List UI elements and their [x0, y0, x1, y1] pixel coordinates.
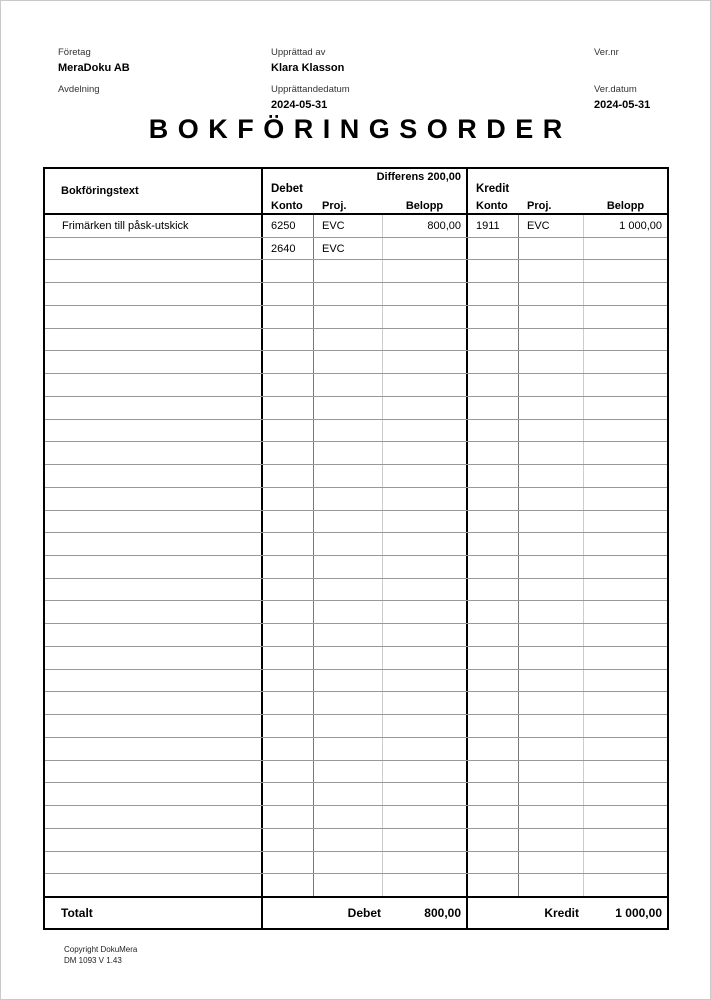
cell-bokforingstext: [45, 874, 263, 896]
cell-kredit-proj: [519, 283, 584, 305]
cell-debet-konto: 6250: [263, 215, 314, 237]
cell-kredit-konto: [468, 420, 519, 442]
cell-kredit-proj: [519, 420, 584, 442]
company-value: MeraDoku AB: [58, 62, 130, 74]
cell-debet-belopp: [383, 329, 468, 351]
cell-kredit-proj: [519, 488, 584, 510]
department-label: Avdelning: [58, 84, 100, 95]
cell-debet-belopp: [383, 374, 468, 396]
cell-bokforingstext: [45, 420, 263, 442]
cell-kredit-belopp: [584, 692, 667, 714]
cell-kredit-konto: [468, 579, 519, 601]
cell-debet-konto: [263, 852, 314, 874]
cell-debet-belopp: [383, 351, 468, 373]
table-row: [45, 715, 667, 738]
cell-debet-belopp: [383, 670, 468, 692]
cell-kredit-belopp: [584, 670, 667, 692]
cell-kredit-belopp: [584, 783, 667, 805]
cell-debet-konto: [263, 260, 314, 282]
cell-debet-belopp: [383, 761, 468, 783]
cell-debet-konto: [263, 829, 314, 851]
cell-debet-konto: [263, 601, 314, 623]
cell-kredit-konto: [468, 761, 519, 783]
cell-debet-belopp: [383, 556, 468, 578]
cell-kredit-proj: [519, 329, 584, 351]
cell-debet-proj: [314, 260, 383, 282]
cell-kredit-belopp: [584, 715, 667, 737]
cell-debet-belopp: [383, 806, 468, 828]
cell-debet-belopp: [383, 601, 468, 623]
cell-debet-belopp: [383, 260, 468, 282]
cell-kredit-proj: [519, 579, 584, 601]
cell-debet-proj: [314, 738, 383, 760]
cell-kredit-proj: [519, 670, 584, 692]
cell-kredit-proj: [519, 397, 584, 419]
debet-belopp-header: Belopp: [405, 200, 444, 212]
cell-kredit-belopp: [584, 533, 667, 555]
cell-kredit-proj: [519, 556, 584, 578]
cell-kredit-belopp: [584, 420, 667, 442]
document-footer: [64, 945, 137, 967]
cell-bokforingstext: [45, 397, 263, 419]
cell-bokforingstext: [45, 783, 263, 805]
cell-debet-belopp: [383, 738, 468, 760]
cell-debet-proj: [314, 647, 383, 669]
cell-debet-konto: [263, 374, 314, 396]
prepared-date-label: Upprättandedatum: [271, 84, 350, 95]
header-section-debet: [263, 169, 468, 213]
cell-debet-proj: [314, 783, 383, 805]
kredit-proj-header: Proj.: [527, 200, 552, 212]
cell-kredit-proj: [519, 783, 584, 805]
cell-kredit-proj: [519, 692, 584, 714]
cell-kredit-proj: [519, 647, 584, 669]
prepared-by-value: Klara Klasson: [271, 62, 345, 74]
cell-kredit-konto: [468, 488, 519, 510]
cell-debet-konto: [263, 670, 314, 692]
table-row: [45, 761, 667, 784]
cell-bokforingstext: [45, 374, 263, 396]
table-row: [45, 329, 667, 352]
kredit-subheaders: [468, 200, 667, 212]
cell-debet-proj: [314, 306, 383, 328]
cell-kredit-belopp: [584, 829, 667, 851]
totals-debet-section: [263, 898, 468, 928]
cell-kredit-belopp: [584, 647, 667, 669]
cell-bokforingstext: [45, 852, 263, 874]
cell-kredit-belopp: [584, 579, 667, 601]
cell-debet-belopp: 800,00: [383, 215, 468, 237]
cell-bokforingstext: [45, 511, 263, 533]
table-row: [45, 556, 667, 579]
cell-debet-konto: [263, 351, 314, 373]
cell-kredit-konto: [468, 852, 519, 874]
cell-kredit-konto: [468, 783, 519, 805]
cell-kredit-konto: [468, 738, 519, 760]
table-row: [45, 511, 667, 534]
cell-debet-belopp: [383, 692, 468, 714]
cell-debet-konto: [263, 715, 314, 737]
cell-bokforingstext: [45, 715, 263, 737]
cell-kredit-konto: [468, 624, 519, 646]
cell-debet-proj: EVC: [314, 215, 383, 237]
cell-debet-proj: [314, 488, 383, 510]
cell-kredit-konto: [468, 533, 519, 555]
cell-bokforingstext: [45, 601, 263, 623]
cell-bokforingstext: [45, 442, 263, 464]
cell-debet-konto: [263, 761, 314, 783]
cell-debet-proj: [314, 374, 383, 396]
cell-debet-konto: 2640: [263, 238, 314, 260]
company-label: Företag: [58, 47, 91, 58]
cell-debet-belopp: [383, 533, 468, 555]
cell-kredit-konto: [468, 351, 519, 373]
table-row: [45, 579, 667, 602]
cell-debet-proj: [314, 692, 383, 714]
cell-debet-proj: [314, 420, 383, 442]
cell-kredit-belopp: [584, 761, 667, 783]
cell-kredit-konto: [468, 465, 519, 487]
table-row: [45, 692, 667, 715]
cell-kredit-belopp: [584, 283, 667, 305]
cell-kredit-proj: [519, 374, 584, 396]
cell-kredit-belopp: [584, 556, 667, 578]
cell-debet-belopp: [383, 783, 468, 805]
cell-kredit-proj: [519, 852, 584, 874]
cell-kredit-belopp: [584, 852, 667, 874]
cell-kredit-proj: [519, 829, 584, 851]
cell-bokforingstext: [45, 647, 263, 669]
cell-kredit-konto: [468, 442, 519, 464]
cell-bokforingstext: [45, 556, 263, 578]
document-version: DM 1093 V 1.43: [64, 955, 122, 965]
table-row: [45, 601, 667, 624]
table-row: [45, 533, 667, 556]
cell-bokforingstext: Frimärken till påsk-utskick: [45, 215, 263, 237]
table-row: [45, 260, 667, 283]
cell-kredit-proj: [519, 624, 584, 646]
cell-kredit-proj: [519, 238, 584, 260]
cell-kredit-konto: [468, 601, 519, 623]
cell-kredit-belopp: [584, 465, 667, 487]
cell-debet-belopp: [383, 420, 468, 442]
header-section-kredit: [468, 169, 667, 213]
totals-kredit-value: 1 000,00: [615, 906, 662, 920]
cell-kredit-proj: [519, 738, 584, 760]
cell-kredit-belopp: [584, 260, 667, 282]
differens-label: Differens 200,00: [376, 171, 461, 183]
cell-bokforingstext: [45, 829, 263, 851]
cell-debet-belopp: [383, 647, 468, 669]
cell-debet-belopp: [383, 238, 468, 260]
cell-debet-belopp: [383, 465, 468, 487]
cell-debet-belopp: [383, 852, 468, 874]
cell-kredit-konto: [468, 511, 519, 533]
kredit-belopp-header: Belopp: [606, 200, 645, 212]
page-title: BOKFÖRINGSORDER: [148, 114, 572, 144]
kredit-header-label: Kredit: [476, 183, 510, 195]
cell-debet-proj: [314, 442, 383, 464]
totals-kredit-label: Kredit: [544, 906, 579, 920]
cell-bokforingstext: [45, 579, 263, 601]
cell-kredit-belopp: [584, 624, 667, 646]
cell-debet-konto: [263, 465, 314, 487]
cell-kredit-belopp: [584, 511, 667, 533]
cell-bokforingstext: [45, 488, 263, 510]
cell-debet-proj: [314, 624, 383, 646]
ver-no-label: Ver.nr: [594, 47, 619, 58]
cell-kredit-konto: [468, 647, 519, 669]
cell-kredit-proj: EVC: [519, 215, 584, 237]
cell-kredit-konto: 1911: [468, 215, 519, 237]
table-row: [45, 624, 667, 647]
cell-debet-belopp: [383, 829, 468, 851]
cell-debet-proj: EVC: [314, 238, 383, 260]
cell-debet-proj: [314, 852, 383, 874]
cell-debet-belopp: [383, 579, 468, 601]
bokforingstext-header-label: Bokföringstext: [61, 185, 139, 197]
table-row: [45, 238, 667, 261]
table-row: [45, 420, 667, 443]
cell-kredit-proj: [519, 601, 584, 623]
cell-debet-proj: [314, 670, 383, 692]
cell-kredit-proj: [519, 260, 584, 282]
header-cell-bokforingstext: [45, 169, 263, 213]
table-row: [45, 442, 667, 465]
cell-kredit-proj: [519, 715, 584, 737]
totals-row: [45, 896, 667, 928]
copyright-text: Copyright DokuMera: [64, 945, 138, 954]
cell-debet-belopp: [383, 874, 468, 896]
cell-kredit-belopp: [584, 488, 667, 510]
debet-subheaders: [263, 200, 466, 212]
cell-debet-konto: [263, 420, 314, 442]
cell-kredit-belopp: [584, 601, 667, 623]
cell-debet-belopp: [383, 511, 468, 533]
cell-bokforingstext: [45, 306, 263, 328]
table-row: [45, 806, 667, 829]
cell-bokforingstext: [45, 465, 263, 487]
cell-debet-konto: [263, 556, 314, 578]
table-header: [45, 169, 667, 215]
table-row: [45, 306, 667, 329]
cell-kredit-konto: [468, 670, 519, 692]
ledger-table: [43, 167, 669, 930]
cell-debet-proj: [314, 829, 383, 851]
cell-kredit-konto: [468, 692, 519, 714]
cell-debet-konto: [263, 397, 314, 419]
cell-kredit-belopp: [584, 442, 667, 464]
cell-kredit-konto: [468, 306, 519, 328]
cell-debet-konto: [263, 806, 314, 828]
cell-debet-proj: [314, 511, 383, 533]
table-row: [45, 783, 667, 806]
cell-kredit-konto: [468, 806, 519, 828]
cell-kredit-proj: [519, 351, 584, 373]
debet-header-label: Debet: [271, 183, 303, 195]
cell-bokforingstext: [45, 533, 263, 555]
cell-kredit-proj: [519, 761, 584, 783]
cell-debet-konto: [263, 511, 314, 533]
cell-debet-proj: [314, 465, 383, 487]
table-row: [45, 738, 667, 761]
cell-debet-proj: [314, 556, 383, 578]
cell-debet-belopp: [383, 283, 468, 305]
cell-kredit-proj: [519, 442, 584, 464]
cell-kredit-konto: [468, 556, 519, 578]
table-row: [45, 374, 667, 397]
ver-date-label: Ver.datum: [594, 84, 637, 95]
cell-kredit-belopp: [584, 374, 667, 396]
cell-kredit-proj: [519, 874, 584, 896]
cell-debet-konto: [263, 624, 314, 646]
cell-debet-proj: [314, 533, 383, 555]
cell-bokforingstext: [45, 624, 263, 646]
cell-kredit-belopp: [584, 238, 667, 260]
cell-kredit-konto: [468, 715, 519, 737]
cell-bokforingstext: [45, 761, 263, 783]
cell-debet-proj: [314, 806, 383, 828]
cell-debet-proj: [314, 715, 383, 737]
table-row: [45, 852, 667, 875]
cell-kredit-belopp: [584, 329, 667, 351]
table-row: [45, 670, 667, 693]
cell-debet-proj: [314, 329, 383, 351]
cell-debet-belopp: [383, 397, 468, 419]
cell-debet-proj: [314, 579, 383, 601]
cell-kredit-konto: [468, 829, 519, 851]
cell-debet-konto: [263, 306, 314, 328]
cell-bokforingstext: [45, 806, 263, 828]
totals-debet-value: 800,00: [424, 906, 461, 920]
cell-debet-proj: [314, 351, 383, 373]
cell-debet-konto: [263, 533, 314, 555]
cell-debet-proj: [314, 283, 383, 305]
table-row: [45, 647, 667, 670]
cell-kredit-konto: [468, 397, 519, 419]
cell-kredit-belopp: [584, 806, 667, 828]
cell-kredit-proj: [519, 806, 584, 828]
cell-bokforingstext: [45, 692, 263, 714]
table-row: [45, 215, 667, 238]
cell-kredit-belopp: 1 000,00: [619, 219, 662, 232]
cell-debet-konto: [263, 783, 314, 805]
cell-debet-konto: [263, 488, 314, 510]
totals-kredit-section: [468, 898, 667, 928]
cell-debet-proj: [314, 761, 383, 783]
prepared-by-label: Upprättad av: [271, 47, 326, 58]
cell-kredit-proj: [519, 511, 584, 533]
table-row: [45, 874, 667, 896]
cell-kredit-belopp: [584, 306, 667, 328]
table-row: [45, 488, 667, 511]
cell-debet-konto: [263, 874, 314, 896]
cell-kredit-proj: [519, 533, 584, 555]
cell-bokforingstext: [45, 260, 263, 282]
cell-debet-konto: [263, 283, 314, 305]
cell-kredit-belopp: [584, 874, 667, 896]
cell-bokforingstext: [45, 238, 263, 260]
table-row: [45, 397, 667, 420]
table-row: [45, 351, 667, 374]
table-row: [45, 829, 667, 852]
cell-debet-konto: [263, 442, 314, 464]
cell-debet-konto: [263, 738, 314, 760]
cell-bokforingstext: [45, 329, 263, 351]
table-row: [45, 283, 667, 306]
cell-bokforingstext: [45, 670, 263, 692]
cell-debet-belopp: [383, 488, 468, 510]
totals-label-cell: Totalt: [45, 898, 263, 928]
cell-debet-belopp: [383, 624, 468, 646]
cell-debet-konto: [263, 329, 314, 351]
prepared-date-value: 2024-05-31: [271, 99, 328, 111]
cell-kredit-konto: [468, 238, 519, 260]
cell-debet-belopp: [383, 442, 468, 464]
cell-debet-konto: [263, 647, 314, 669]
cell-kredit-belopp: [584, 397, 667, 419]
debet-proj-header: Proj.: [322, 200, 347, 212]
kredit-konto-header: Konto: [476, 200, 508, 212]
cell-debet-proj: [314, 874, 383, 896]
table-body: [45, 215, 667, 896]
cell-kredit-konto: [468, 329, 519, 351]
cell-bokforingstext: [45, 283, 263, 305]
totals-debet-label: Debet: [347, 906, 381, 920]
cell-bokforingstext: [45, 738, 263, 760]
cell-kredit-konto: [468, 260, 519, 282]
cell-debet-belopp: [383, 306, 468, 328]
cell-debet-proj: [314, 601, 383, 623]
ver-date-value: 2024-05-31: [594, 99, 651, 111]
cell-kredit-konto: [468, 283, 519, 305]
cell-debet-konto: [263, 692, 314, 714]
cell-kredit-konto: [468, 874, 519, 896]
debet-konto-header: Konto: [271, 200, 303, 212]
cell-debet-belopp: [383, 715, 468, 737]
cell-kredit-konto: [468, 374, 519, 396]
table-row: [45, 465, 667, 488]
cell-debet-proj: [314, 397, 383, 419]
cell-debet-konto: [263, 579, 314, 601]
cell-kredit-belopp: [584, 738, 667, 760]
cell-bokforingstext: [45, 351, 263, 373]
cell-kredit-proj: [519, 465, 584, 487]
cell-kredit-proj: [519, 306, 584, 328]
cell-kredit-belopp: [584, 351, 667, 373]
